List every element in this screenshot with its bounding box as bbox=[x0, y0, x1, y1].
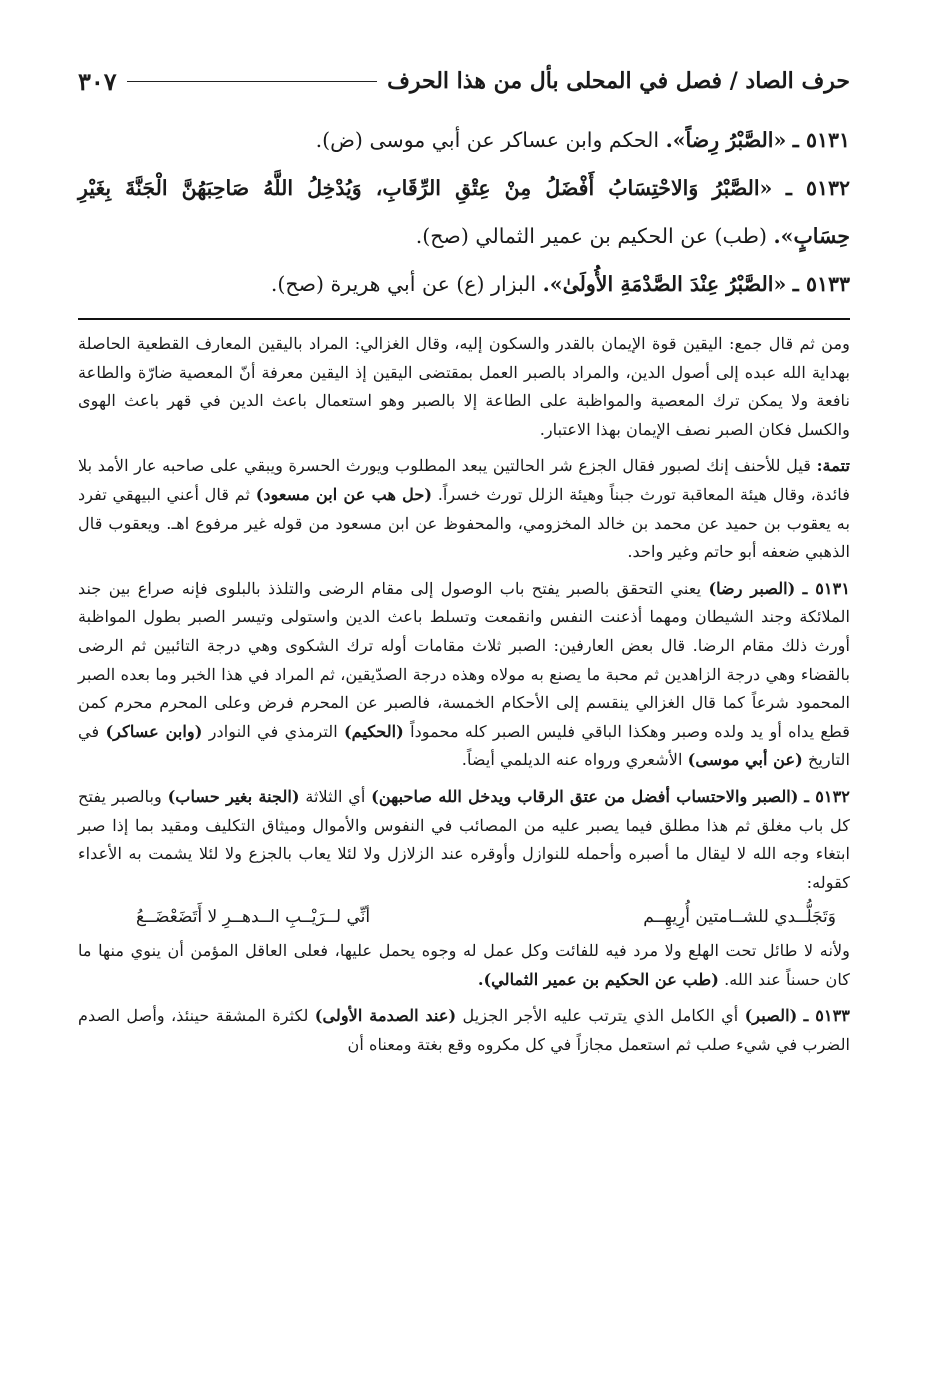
hadith-number: ٥١٣٣ ـ bbox=[792, 272, 850, 296]
entry-number: ٥١٣١ ـ bbox=[802, 578, 851, 598]
header-rule bbox=[127, 81, 377, 82]
hadith-text: «الصَّبْرُ وَالاحْتِسَابُ أَفْضَلُ مِنْ عِتْقِ الرِّقَابِ، وَيُدْخِلُ اللَّهُ صَاحِبَهُنَّ الْجَنَّةَ بِغَيْرِ حِسَابٍ». bbox=[78, 176, 850, 248]
hadith-5132 bbox=[78, 164, 850, 260]
comment-text: يعني التحقق بالصبر يفتح باب الوصول إلى مقام الرضى والتلذذ بالبلوى فإنه صراع بين جند الملائكة وجند الشيطان ومهما أذعنت النفس وانقمعت وتسلط باعث الدين واستولى وتيسر الصبر بطول المواظبة أورث ذلك مقام الرضا. قال بعض العارفين: الصبر ثلاث مقامات أوله ترك الشكوى وهي درجة التائبين ثم الرضى بالقضاء وهي درجة الزاهدين ثم محبة ما يصنع به مولاه وهذه درجة الصدّيقين، ثم المراد في هذا الخبر وما بعده الصبر المحمود شرعاً كما قال الغزالي ينقسم إلى الأحكام الخمسة، فالصبر عن المحرم فرض وعلى المحرم محرم كمن قطع يداه أو يد ولده وصبر وهكذا الباقي فليس الصبر كله محموداً bbox=[78, 578, 851, 741]
source-reference: (حل هب عن ابن مسعود) bbox=[255, 484, 433, 504]
lemma: (الصبر رضا) bbox=[708, 578, 796, 598]
comment-text: في التاريخ bbox=[78, 721, 850, 770]
comment-text: وبالصبر يفتح كل باب مغلق ثم هذا مطلق فيما يصبر عليه من المصائب في النفوس والأموال وميثاق التكليف ومقيد بما إذا صبر ابتغاء وجه الله لا ليقال ما أصبره وأحمله للنوازل وأوقره عند الزلازل ولا لئلا يعاب بالجزع ولا لئلا يشمت به الأعداء كقوله: bbox=[78, 786, 850, 892]
hadith-source: البزار (ع) عن أبي هريرة (صح). bbox=[270, 272, 537, 296]
lemma: (الصبر والاحتساب أفضل من عتق الرقاب ويدخل الله صاحبهن) bbox=[371, 786, 799, 806]
note-heading: تتمة: bbox=[816, 456, 850, 476]
note-text: ثم قال أعني البيهقي تفرد به يعقوب بن حميد عن محمد بن خالد المخزومي، والمحفوظ عن ابن مسعود من قوله غير مرفوع اهـ. ويعقوب قال الذهبي ضعفه أبو حاتم وغير واحد. bbox=[78, 484, 850, 562]
comment-text: أي الثلاثة bbox=[305, 786, 366, 806]
entry-number: ٥١٣٣ ـ bbox=[803, 1006, 850, 1026]
hadith-list bbox=[78, 116, 850, 308]
comment-text: الترمذي في النوادر bbox=[208, 721, 338, 741]
source-reference: (عن أبي موسى) bbox=[687, 750, 803, 770]
verse-second-hemistich: أنِّي لــرَيْــبِ الــدهــرِ لا أَتَضَعْضَــعُ bbox=[136, 907, 371, 928]
hadith-number: ٥١٣١ ـ bbox=[792, 128, 850, 152]
hadith-text: «الصَّبْرُ عِنْدَ الصَّدْمَةِ الأُولَىٰ». bbox=[542, 272, 787, 296]
hadith-5131 bbox=[78, 116, 850, 164]
source-reference: (وابن عساكر) bbox=[105, 721, 203, 741]
lemma: (عند الصدمة الأولى) bbox=[314, 1006, 457, 1026]
lemma: (الجنة بغير حساب) bbox=[167, 786, 300, 806]
page-header bbox=[78, 60, 850, 102]
source-reference: (الحكيم) bbox=[344, 721, 404, 741]
commentary bbox=[78, 330, 850, 1060]
lemma: (الصبر) bbox=[744, 1006, 798, 1026]
poetry-verse bbox=[78, 897, 850, 937]
page-number: ٣٠٧ bbox=[78, 66, 117, 96]
hadith-number: ٥١٣٢ ـ bbox=[785, 176, 850, 200]
commentary-paragraph: ومن ثم قال جمع: اليقين قوة الإيمان بالقدر والسكون إليه، وقال الغزالي: المراد باليقين المعارف القطعية الحاصلة بهداية الله عبده إلى أصول الدين، والمراد بالصبر العمل بمقتضى اليقين إذ اليقين معرفة أنّ المعصية ضارّة والطاعة نافعة ولا يمكن ترك المعصية والمواظبة على الطاعة إلا بالصبر وهو استعمال باعث الدين في قهر باعث الهوى والكسل فكان الصبر نصف الإيمان بهذا الاعتبار. bbox=[78, 334, 850, 439]
comment-text: الأشعري ورواه عنه الديلمي أيضاً. bbox=[461, 750, 683, 770]
entry-number: ٥١٣٢ ـ bbox=[804, 786, 850, 806]
commentary-paragraph bbox=[78, 1002, 850, 1059]
hadith-text: «الصَّبْرُ رِضاً». bbox=[665, 128, 787, 152]
hadith-source: (طب) عن الحكيم بن عمير الثمالي (صح). bbox=[415, 224, 767, 248]
commentary-paragraph bbox=[78, 452, 850, 566]
running-title: حرف الصاد / فصل في المحلى بأل من هذا الحرف bbox=[387, 68, 850, 94]
commentary-paragraph bbox=[78, 783, 850, 897]
hadith-5133 bbox=[78, 260, 850, 308]
source-reference: (طب عن الحكيم بن عمير الثمالي). bbox=[477, 969, 719, 989]
commentary-paragraph bbox=[78, 575, 850, 775]
note-text: قيل للأحنف إنك لصبور فقال الجزع شر الحالتين يبعد المطلوب ويورث الحسرة ويبقي على صاحبه عار الأمد بلا فائدة، وقال هيئة المعاقبة تورث جبناً وهيئة الزلل تورث خسراً. bbox=[78, 456, 850, 504]
comment-text: لكثرة المشقة حينئذ، وأصل الصدم الضرب في شيء صلب ثم استعمل مجازاً في كل مكروه وقع بغتة ومعناه أن bbox=[78, 1006, 850, 1055]
section-divider bbox=[78, 318, 850, 320]
comment-text: أي الكامل الذي يترتب عليه الأجر الجزيل bbox=[462, 1006, 739, 1026]
hadith-source: الحكم وابن عساكر عن أبي موسى (ض). bbox=[315, 128, 660, 152]
verse-first-hemistich: وَتَجَلُّــدي للشــامتين أُرِيهِــم bbox=[643, 907, 836, 928]
comment-text: ولأنه لا طائل تحت الهلع ولا مرد فيه للفائت وكل عمل له وجوه يحمل عليها، فعلى العاقل المؤمن أن ينوي منها ما كان حسناً عند الله. bbox=[78, 941, 850, 989]
commentary-paragraph bbox=[78, 937, 850, 994]
page bbox=[78, 60, 850, 1350]
